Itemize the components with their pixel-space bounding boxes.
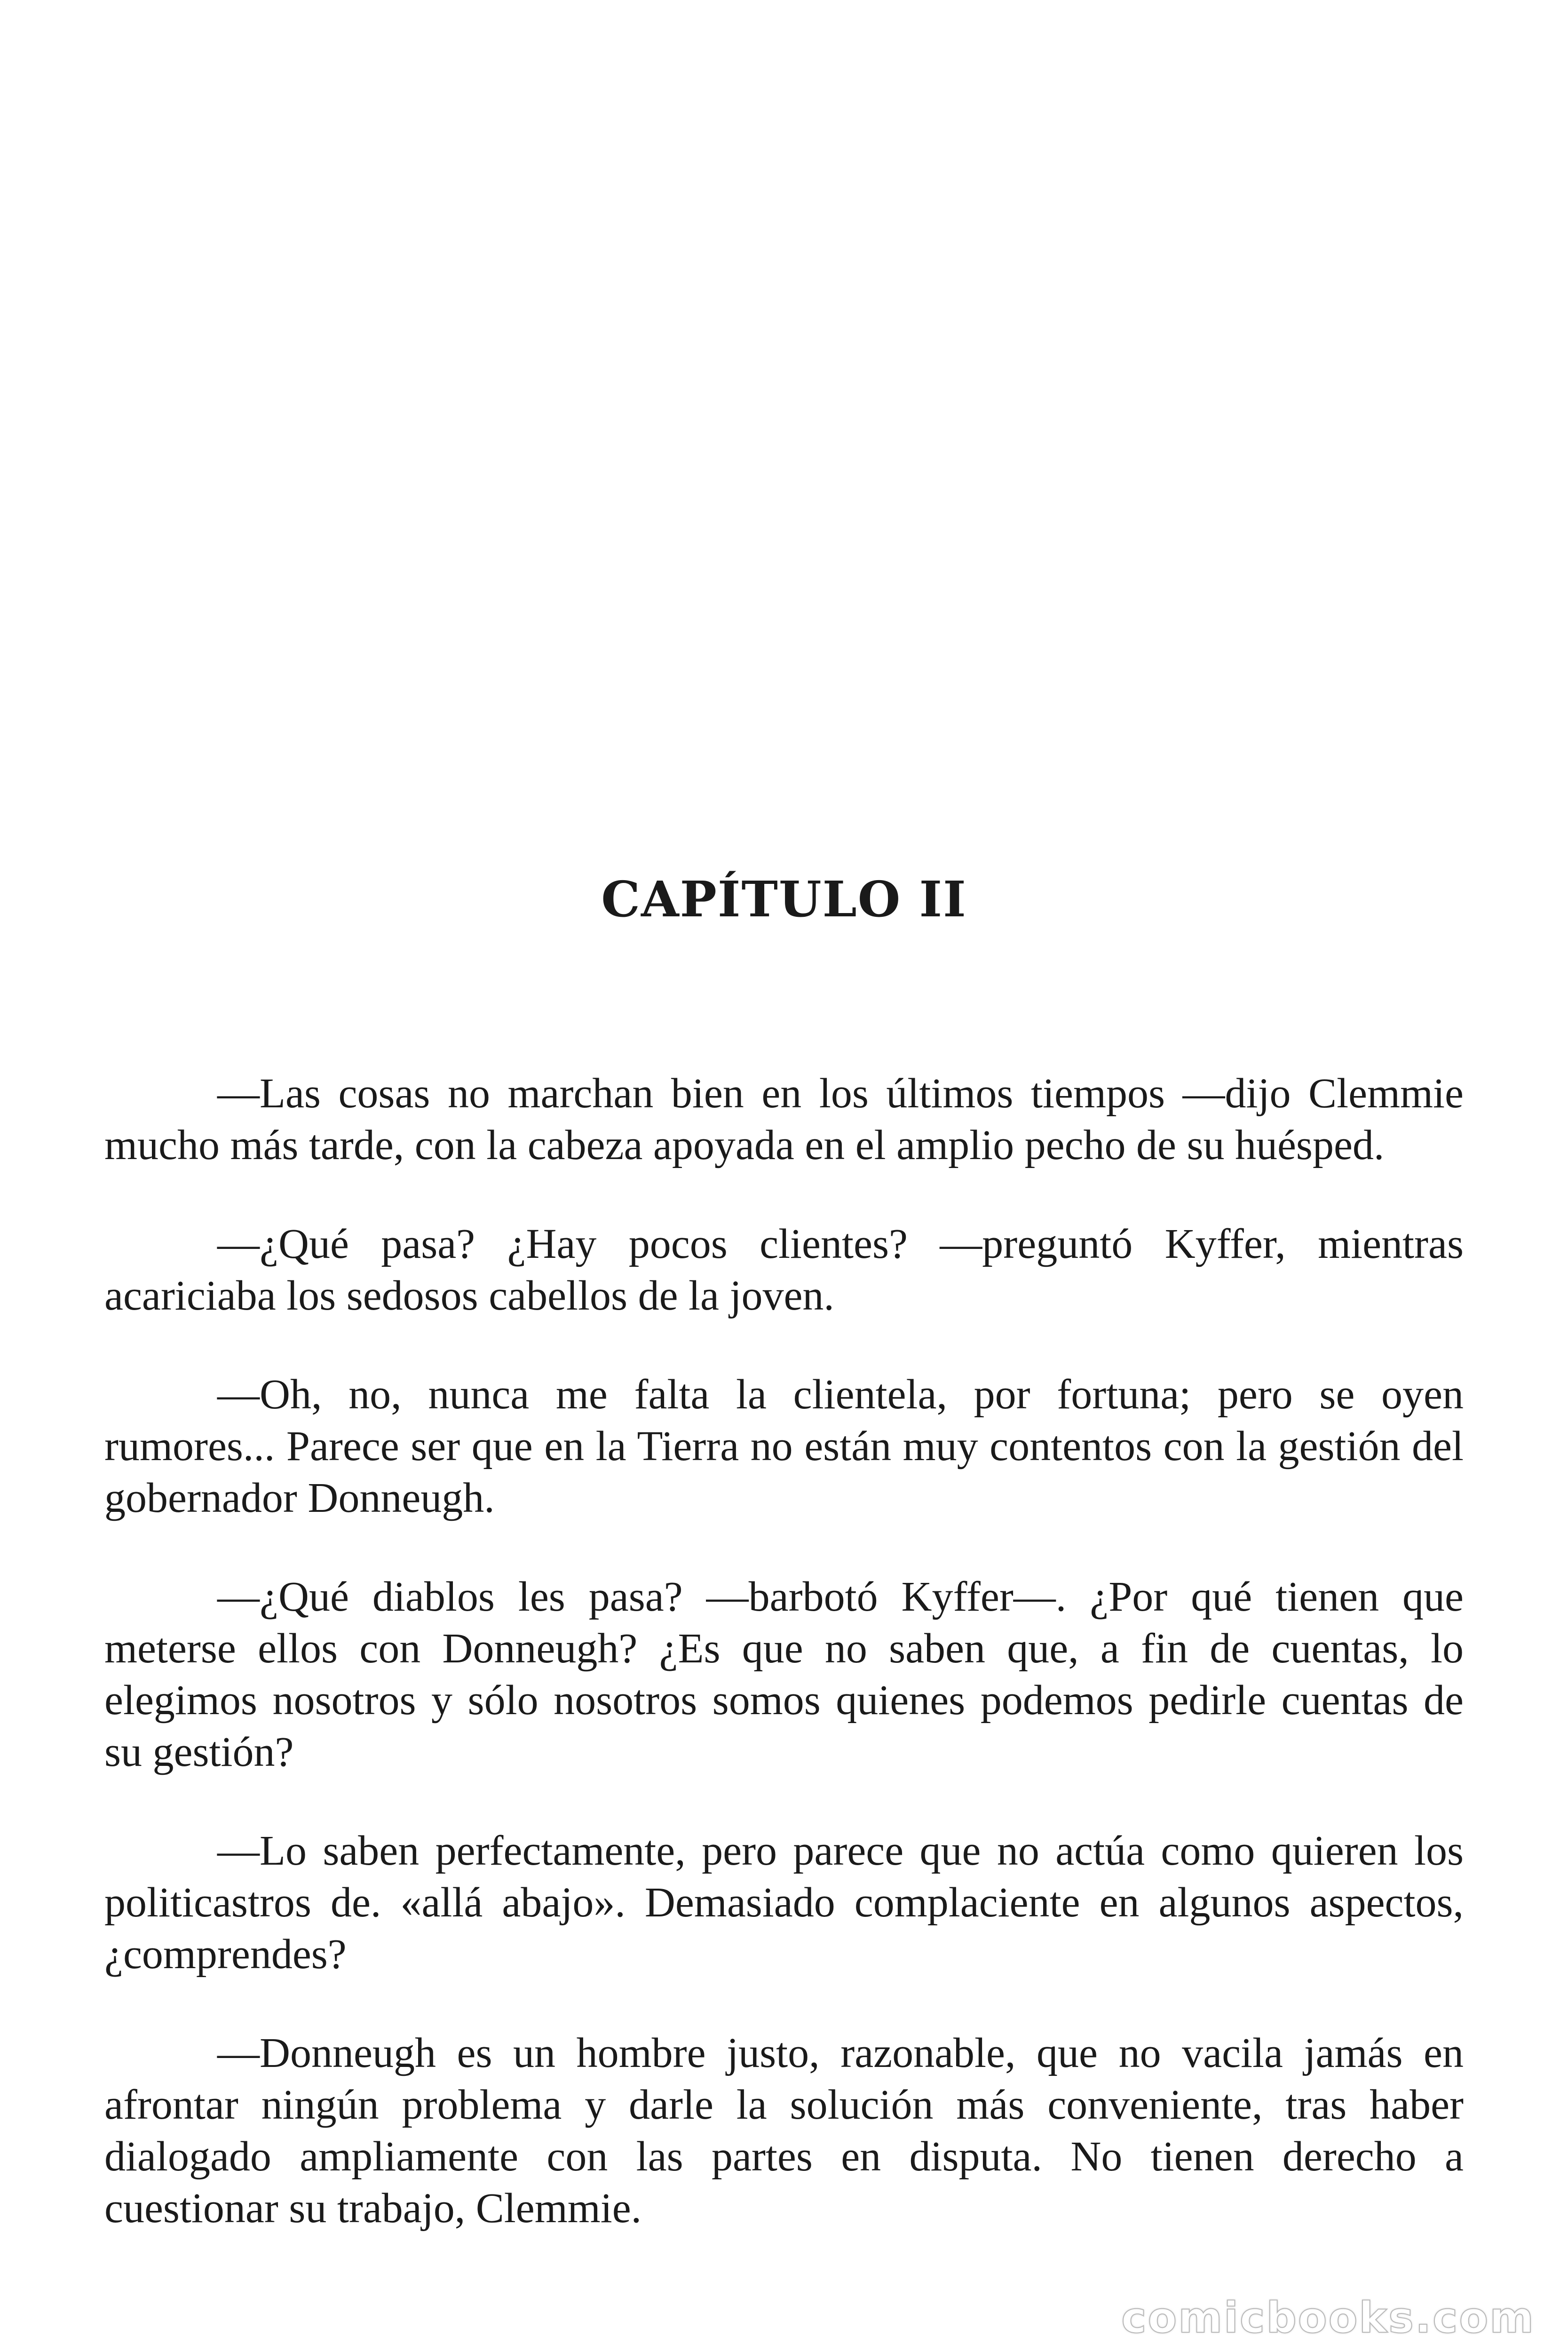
- paragraph: —¿Qué diablos les pasa? —barbotó Kyffer—. ¿Por qué tienen que meterse ellos con Donneugh? ¿Es que no saben que, a fin de cuentas, lo elegimos nosotros y sólo nosotros somos quienes podemos pedirle cuentas de su gestión?: [104, 1573, 1464, 1775]
- paragraph: —Lo saben perfectamente, pero parece que no actúa como quieren los politicastros de. «allá abajo». Demasiado complaciente en algunos aspectos, ¿comprendes?: [104, 1828, 1464, 1978]
- paragraph: —Las cosas no marchan bien en los últimos tiempos —dijo Clemmie mucho más tarde, con la cabeza apoyada en el amplio pecho de su huésped.: [104, 1070, 1464, 1168]
- watermark: comicbooks.com: [1121, 2293, 1535, 2343]
- paragraph: —Oh, no, nunca me falta la clientela, por fortuna; pero se oyen rumores... Parece ser que en la Tierra no están muy contentos con la gestión del gobernador Donneugh.: [104, 1371, 1464, 1521]
- chapter-title: CAPÍTULO II: [601, 870, 967, 928]
- chapter-body: [104, 1068, 1464, 2281]
- paragraph: —¿Qué pasa? ¿Hay pocos clientes? —preguntó Kyffer, mientras acariciaba los sedosos cabellos de la joven.: [104, 1221, 1464, 1319]
- paragraph: —Donneugh es un hombre justo, razonable, que no vacila jamás en afrontar ningún problema y darle la solución más conveniente, tras haber dialogado ampliamente con las partes en disputa. No tienen derecho a cuestionar su trabajo, Clemmie.: [104, 2030, 1464, 2232]
